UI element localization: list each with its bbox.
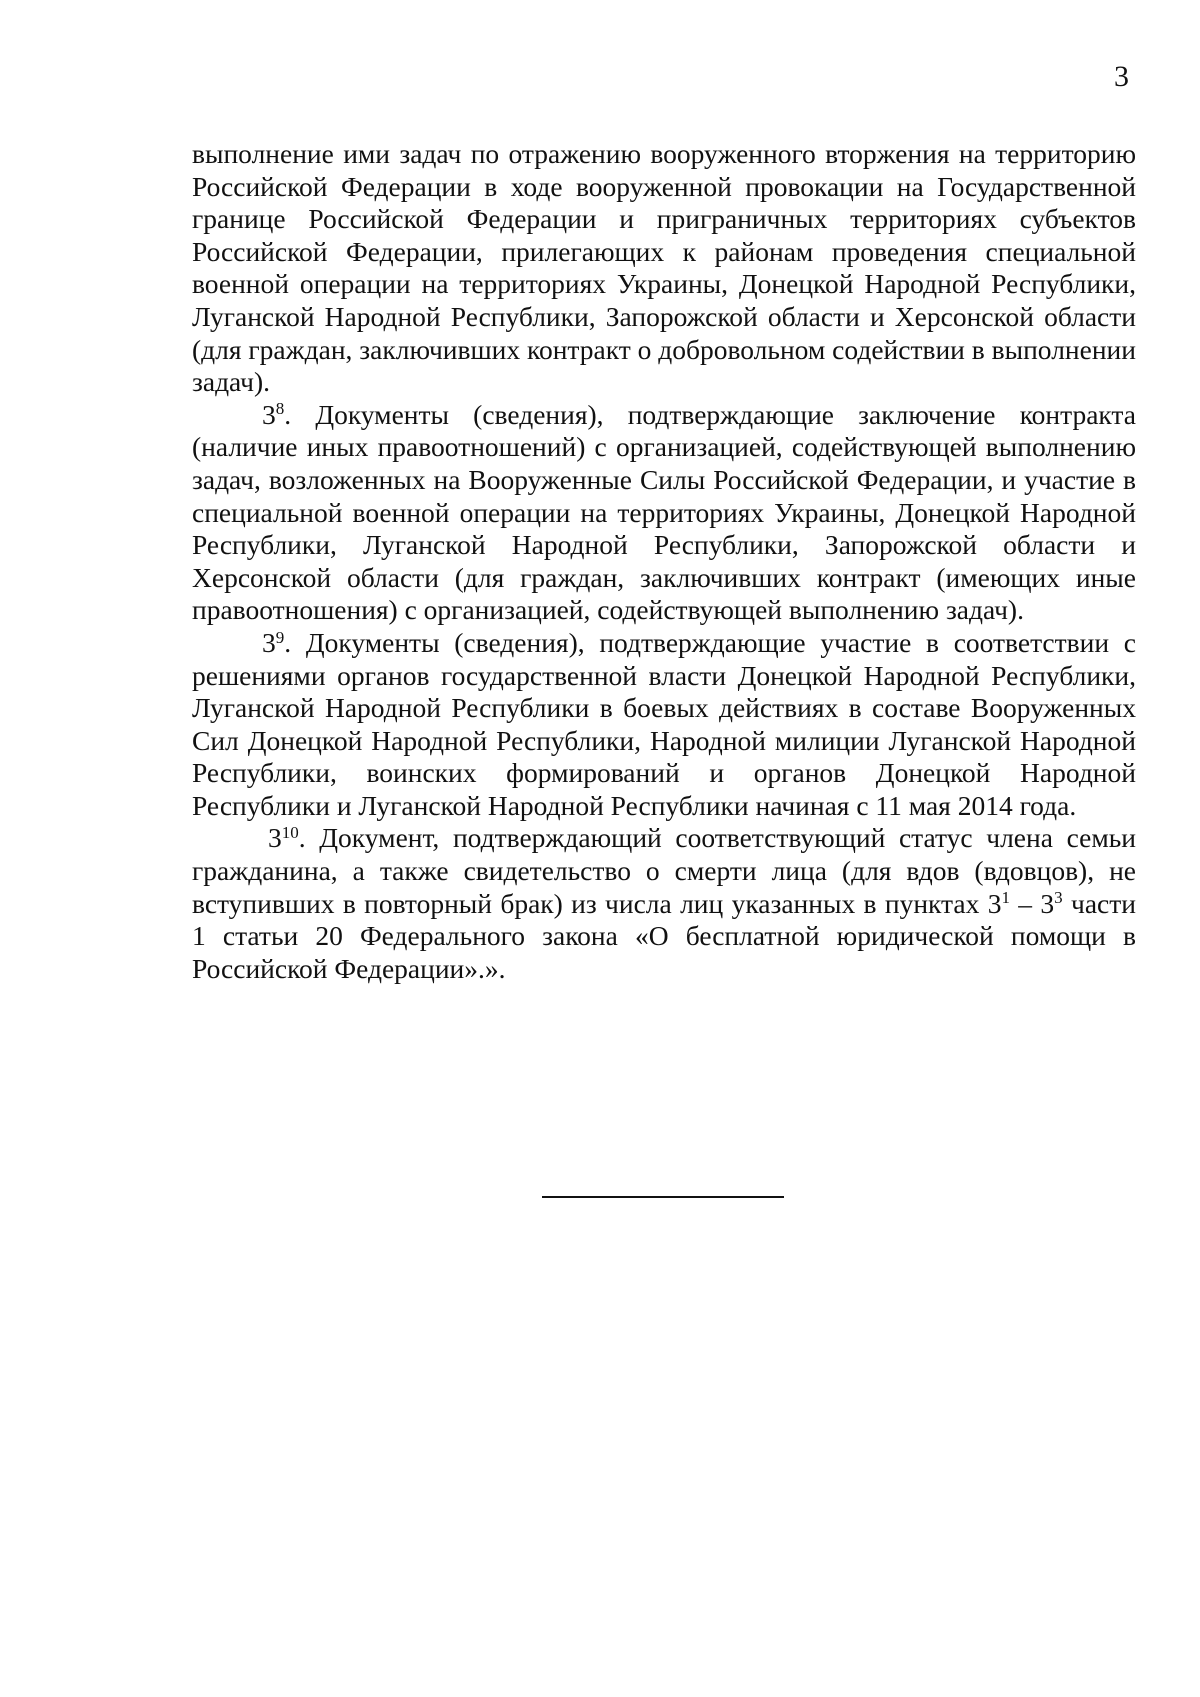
item-number: 3 bbox=[268, 822, 282, 854]
item-superscript: 10 bbox=[281, 823, 299, 843]
paragraph-continuation bbox=[192, 138, 1136, 399]
item-number: 3 bbox=[262, 626, 276, 658]
item-number: 3 bbox=[262, 398, 276, 430]
document-body bbox=[192, 138, 1136, 985]
paragraph-text: . Документ, подтверждающий соответствующий статус члена семьи гражданина, а также свидетельство о смерти лица (для вдов (вдовцов), не вступивших в повторный брак) из числа лиц указанных в пунктах bbox=[192, 822, 1136, 919]
paragraph-3-9 bbox=[192, 627, 1136, 823]
page-number: 3 bbox=[1114, 60, 1129, 93]
paragraph-text: части 1 статьи 20 Федерального закона «О бесплатной юридической помощи в Российской Федерации».». bbox=[192, 887, 1136, 984]
reference-number: 3 bbox=[1040, 887, 1055, 919]
paragraph-3-10 bbox=[192, 822, 1136, 985]
reference-number: 3 bbox=[987, 887, 1002, 919]
range-dash: – bbox=[1009, 887, 1041, 919]
paragraph-text: . Документы (сведения), подтверждающие участие в соответствии с решениями органов государственной власти Донецкой Народной Республики, Луганской Народной Республики в боевых действиях в составе Вооруженных Сил Донецкой Народной Республики, Народной милиции Луганской Народной Республики, воинских формирований и органов Донецкой Народной Республики и Луганской Народной Республики начиная с 11 мая 2014 года. bbox=[192, 626, 1136, 821]
reference-superscript: 3 bbox=[1054, 888, 1063, 908]
item-superscript: 9 bbox=[275, 627, 285, 647]
paragraph-3-8 bbox=[192, 399, 1136, 627]
paragraph-text: выполнение ими задач по отражению вооруженного вторжения на территорию Российской Федерации в ходе вооруженной провокации на Государственной границе Российской Федерации и приграничных территориях субъектов Российской Федерации, прилегающих к районам проведения специальной военной операции на территориях Украины, Донецкой Народной Республики, Луганской Народной Республики, Запорожской области и Херсонской области (для граждан, заключивших контракт о добровольном содействии в выполнении задач). bbox=[192, 138, 1136, 398]
end-of-document-rule bbox=[542, 1196, 784, 1198]
item-superscript: 8 bbox=[275, 399, 285, 419]
paragraph-text: . Документы (сведения), подтверждающие заключение контракта (наличие иных правоотношений) с организацией, содействующей выполнению задач, возложенных на Вооруженные Силы Российской Федерации, и участие в специальной военной операции на территориях Украины, Донецкой Народной Республики, Луганской Народной Республики, Запорожской области и Херсонской области (для граждан, заключивших контракт (имеющих иные правоотношения) с организацией, содействующей выполнению задач). bbox=[192, 398, 1136, 626]
reference-superscript: 1 bbox=[1001, 888, 1010, 908]
